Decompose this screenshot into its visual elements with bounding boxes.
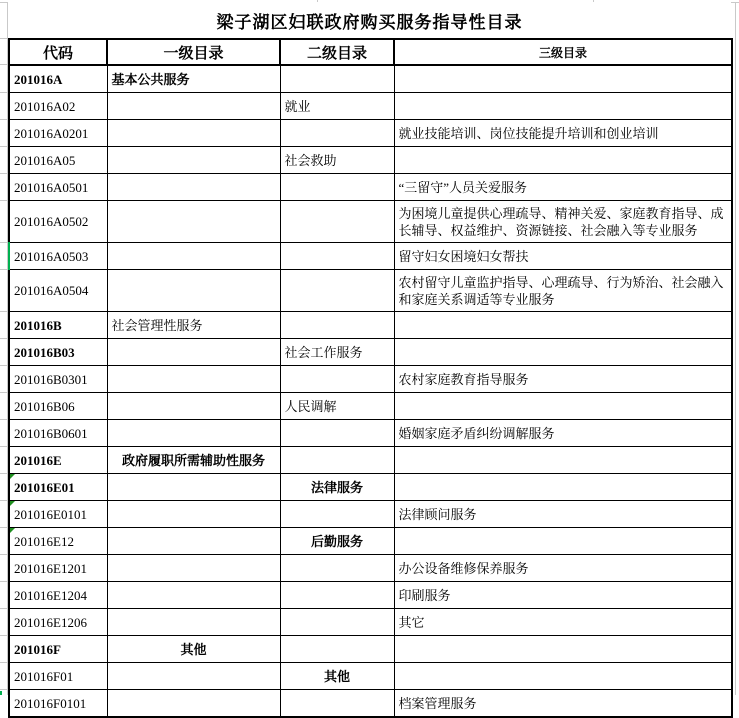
cell-level2[interactable]: 就业	[280, 93, 394, 120]
gridline-tick	[0, 662, 8, 663]
cell-level3[interactable]	[394, 528, 732, 555]
gridline-tick	[0, 92, 8, 93]
table-row	[9, 663, 732, 690]
column-header-level3[interactable]: 三级目录	[394, 39, 732, 65]
cell-code[interactable]: 201016F0101	[9, 690, 107, 718]
cell-level2[interactable]	[280, 636, 394, 663]
column-header-code[interactable]: 代码	[9, 39, 107, 65]
cell-level2[interactable]	[280, 65, 394, 93]
cell-level1[interactable]	[107, 270, 280, 312]
cell-level3[interactable]	[394, 474, 732, 501]
text-number-error-indicator-icon	[10, 528, 15, 533]
green-marker	[0, 691, 2, 695]
cell-level1[interactable]	[107, 690, 280, 718]
header-row	[9, 39, 732, 65]
table-row	[9, 555, 732, 582]
cell-level2[interactable]	[280, 555, 394, 582]
gridline-tick	[0, 119, 8, 120]
cell-code[interactable]: 201016A0501	[9, 174, 107, 201]
cell-code[interactable]: 201016A0502	[9, 201, 107, 243]
cell-level1[interactable]	[107, 555, 280, 582]
cell-code[interactable]: 201016B0601	[9, 420, 107, 447]
cell-level2[interactable]: 法律服务	[280, 474, 394, 501]
cell-level1[interactable]: 政府履职所需辅助性服务	[107, 447, 280, 474]
gridline-tick	[0, 338, 8, 339]
table-row	[9, 501, 732, 528]
gridline-tick	[0, 146, 8, 147]
cell-level3[interactable]: 就业技能培训、岗位技能提升培训和创业培训	[394, 120, 732, 147]
gridline-tick	[0, 473, 8, 474]
cell-level2[interactable]	[280, 447, 394, 474]
cell-level3[interactable]: 其它	[394, 609, 732, 636]
gridline-tick	[0, 392, 8, 393]
cell-level3[interactable]: 婚姻家庭矛盾纠纷调解服务	[394, 420, 732, 447]
table-row	[9, 528, 732, 555]
cell-code[interactable]: 201016E	[9, 447, 107, 474]
cell-level3[interactable]: 办公设备维修保养服务	[394, 555, 732, 582]
cell-code[interactable]: 201016B	[9, 312, 107, 339]
cell-level1[interactable]	[107, 93, 280, 120]
cell-level3[interactable]: “三留守”人员关爱服务	[394, 174, 732, 201]
cell-level1[interactable]	[107, 582, 280, 609]
table-row	[9, 243, 732, 270]
table-row	[9, 65, 732, 93]
cell-code[interactable]: 201016E1206	[9, 609, 107, 636]
cell-level3[interactable]: 留守妇女困境妇女帮扶	[394, 243, 732, 270]
cell-level2[interactable]	[280, 174, 394, 201]
cell-level3[interactable]	[394, 65, 732, 93]
gridline-tick	[0, 64, 8, 65]
gridline-tick	[0, 527, 8, 528]
table-row	[9, 474, 732, 501]
gridline-tick	[0, 200, 8, 201]
cell-level2[interactable]	[280, 120, 394, 147]
cell-level3[interactable]: 农村留守儿童监护指导、心理疏导、行为矫治、社会融入和家庭关系调适等专业服务	[394, 270, 732, 312]
cell-level3[interactable]	[394, 636, 732, 663]
gridline-right	[735, 2, 736, 695]
cell-level3[interactable]: 农村家庭教育指导服务	[394, 366, 732, 393]
cell-level3[interactable]	[394, 447, 732, 474]
table-row	[9, 447, 732, 474]
cell-level3[interactable]	[394, 393, 732, 420]
table-row	[9, 393, 732, 420]
cell-level3[interactable]	[394, 663, 732, 690]
table-row	[9, 120, 732, 147]
table-row	[9, 582, 732, 609]
cell-code[interactable]: 201016B03	[9, 339, 107, 366]
table-row	[9, 366, 732, 393]
cell-code[interactable]: 201016A05	[9, 147, 107, 174]
table-row	[9, 201, 732, 243]
cell-level2[interactable]: 社会工作服务	[280, 339, 394, 366]
cell-code[interactable]: 201016B06	[9, 393, 107, 420]
cell-code[interactable]: 201016E1201	[9, 555, 107, 582]
gridline-tick	[0, 242, 8, 243]
cell-level2[interactable]	[280, 312, 394, 339]
gridline-tick	[0, 689, 8, 690]
cell-code[interactable]: 201016A	[9, 65, 107, 93]
cell-level2[interactable]	[280, 582, 394, 609]
gridline-tick	[0, 173, 8, 174]
cell-level1[interactable]	[107, 120, 280, 147]
cell-level1[interactable]	[107, 663, 280, 690]
table-row	[9, 609, 732, 636]
cell-level1[interactable]	[107, 174, 280, 201]
cell-level2[interactable]	[280, 201, 394, 243]
cell-code[interactable]: 201016A02	[9, 93, 107, 120]
cell-level1[interactable]	[107, 339, 280, 366]
cell-level2[interactable]: 社会救助	[280, 147, 394, 174]
table-row	[9, 147, 732, 174]
table-row	[9, 312, 732, 339]
cell-level3[interactable]: 档案管理服务	[394, 690, 732, 718]
cell-level2[interactable]	[280, 501, 394, 528]
sheet-title[interactable]: 梁子湖区妇联政府购买服务指导性目录	[8, 2, 731, 38]
gridline-tick	[0, 419, 8, 420]
cell-level1[interactable]: 其他	[107, 636, 280, 663]
table-row	[9, 339, 732, 366]
cell-level1[interactable]	[107, 474, 280, 501]
cell-code[interactable]: 201016A0201	[9, 120, 107, 147]
cell-level2[interactable]: 后勤服务	[280, 528, 394, 555]
cell-code[interactable]: 201016E0101	[9, 501, 107, 528]
cell-level1[interactable]	[107, 366, 280, 393]
cell-level3[interactable]	[394, 339, 732, 366]
cell-level1[interactable]	[107, 147, 280, 174]
table-row	[9, 174, 732, 201]
cell-level1[interactable]: 社会管理性服务	[107, 312, 280, 339]
cell-level2[interactable]	[280, 420, 394, 447]
text-number-error-indicator-icon	[10, 501, 15, 506]
gridline-tick	[0, 581, 8, 582]
cell-code[interactable]: 201016E01	[9, 474, 107, 501]
cell-level3[interactable]: 法律顾问服务	[394, 501, 732, 528]
gridline-tick	[0, 269, 8, 270]
cell-level3[interactable]: 为困境儿童提供心理疏导、精神关爱、家庭教育指导、成长辅导、权益维护、资源链接、社会融入等专业服务	[394, 201, 732, 243]
cell-level3[interactable]: 印刷服务	[394, 582, 732, 609]
cell-level1[interactable]	[107, 420, 280, 447]
cell-level1[interactable]	[107, 609, 280, 636]
cell-code[interactable]: 201016E1204	[9, 582, 107, 609]
cell-level3[interactable]	[394, 147, 732, 174]
cell-level1[interactable]	[107, 528, 280, 555]
cell-code[interactable]: 201016A0503	[9, 243, 107, 270]
cell-code[interactable]: 201016F	[9, 636, 107, 663]
column-header-level2[interactable]: 二级目录	[280, 39, 394, 65]
gridline-tick	[0, 500, 8, 501]
gridline-tick	[0, 311, 8, 312]
gridline-tick	[0, 608, 8, 609]
table-row	[9, 420, 732, 447]
column-header-level1[interactable]: 一级目录	[107, 39, 280, 65]
gridline-tick	[0, 38, 8, 39]
text-number-error-indicator-icon	[10, 474, 15, 479]
cell-level2[interactable]: 人民调解	[280, 393, 394, 420]
cell-code[interactable]: 201016E12	[9, 528, 107, 555]
cell-level1[interactable]: 基本公共服务	[107, 65, 280, 93]
cell-code[interactable]: 201016B0301	[9, 366, 107, 393]
gridline-tick	[0, 446, 8, 447]
gridline-tick	[0, 365, 8, 366]
table-row	[9, 690, 732, 718]
cell-code[interactable]: 201016A0504	[9, 270, 107, 312]
cell-level2[interactable]	[280, 366, 394, 393]
cell-level2[interactable]	[280, 270, 394, 312]
gridline-tick	[0, 554, 8, 555]
gridline-tick	[0, 635, 8, 636]
cell-level3[interactable]	[394, 312, 732, 339]
table-row	[9, 270, 732, 312]
cell-level1[interactable]	[107, 243, 280, 270]
cell-code[interactable]: 201016F01	[9, 663, 107, 690]
cell-level2[interactable]	[280, 609, 394, 636]
cell-level1[interactable]	[107, 393, 280, 420]
cell-level2[interactable]	[280, 243, 394, 270]
cell-level2[interactable]	[280, 690, 394, 718]
table-row	[9, 93, 732, 120]
cell-level1[interactable]	[107, 501, 280, 528]
cell-level3[interactable]	[394, 93, 732, 120]
catalog-table	[8, 38, 733, 718]
cell-level1[interactable]	[107, 201, 280, 243]
cell-level2[interactable]: 其他	[280, 663, 394, 690]
table-row	[9, 636, 732, 663]
